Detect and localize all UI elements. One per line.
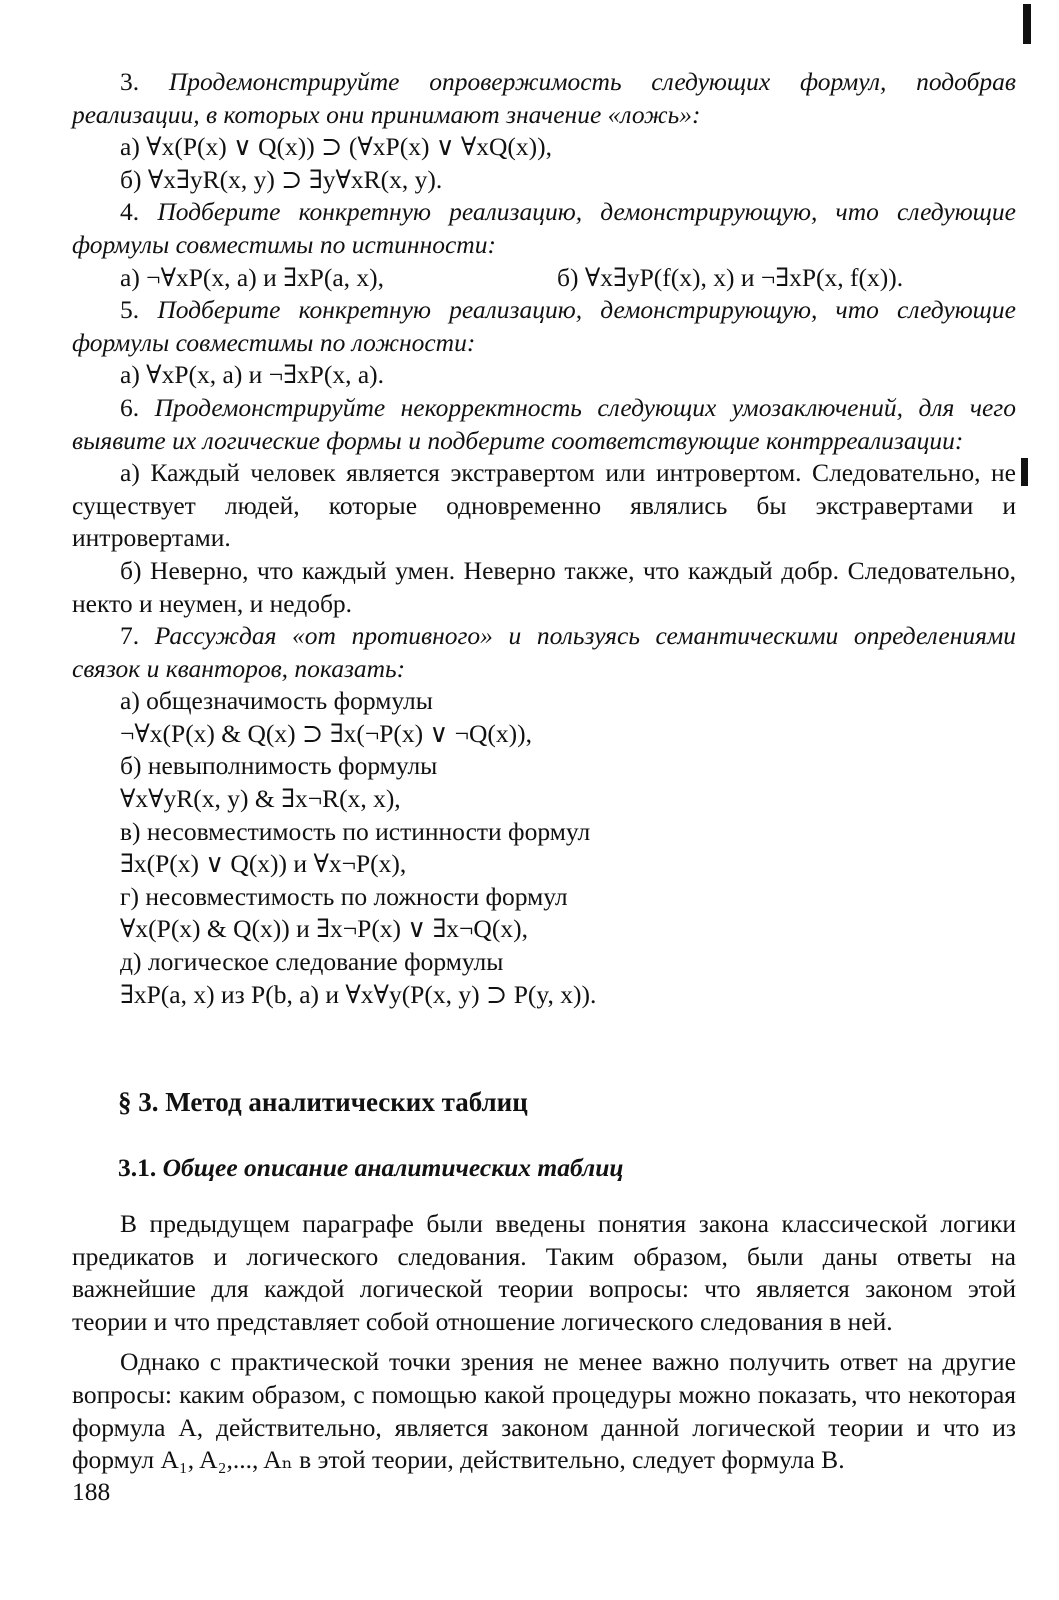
exercise-number: 6. (120, 392, 140, 422)
subsection-number: 3.1. (118, 1153, 157, 1182)
exercise-5-item-a: а) ∀xP(x, a) и ¬∃xP(x, a). (120, 360, 385, 390)
exercise-instruction: Продемонстрируйте некорректность следующих умозаключений, для чего выявите их логические формы и подберите соответствующие контрреализации: (72, 392, 1016, 455)
exercise-3-item-b: б) ∀x∃yR(x, y) ⊃ ∃y∀xR(x, y). (120, 164, 443, 194)
scan-mark-top (1023, 4, 1031, 44)
exercise-instruction: Продемонстрируйте опровержимость следующих формул, подобрав реализации, в которых они принимают значение «ложь»: (72, 67, 1016, 129)
exercise-instruction: Подберите конкретную реализацию, демонстрирующую, что следующие формулы совместимы по истинности: (72, 197, 1016, 259)
exercise-4-items (72, 262, 1016, 295)
exercise-6-item-a: а) Каждый человек является экстравертом или интровертом. Следовательно, не существует людей, которые одновременно являлись бы экстравертами и интровертами. (72, 458, 1016, 553)
exercise-7-item-a-label: а) общезначимость формулы (120, 686, 433, 716)
exercise-7-item-d-label: г) несовместимость по ложности формул (120, 881, 568, 911)
exercise-6-item-b: б) Неверно, что каждый умен. Неверно также, что каждый добр. Следовательно, некто и неумен, и недобр. (72, 555, 1016, 618)
exercise-number: 3. (120, 67, 140, 96)
paragraph-2: Однако с практической точки зрения не менее важно получить ответ на другие вопросы: каким образом, с помощью какой процедуры можно показать, что некоторая формула A, действительно, является законом данной логической теории и что из формул A₁, A₂,..., Aₙ в этой теории, действительно, следует формула B. (72, 1347, 1016, 1475)
page-number: 188 (72, 1477, 111, 1506)
subsection-title-text: Общее описание аналитических таблиц (162, 1153, 624, 1182)
exercise-instruction: Рассуждая «от противного» и пользуясь семантическими определениями связок и кванторов, показать: (72, 621, 1017, 683)
exercise-4 (72, 196, 1016, 261)
body-text (72, 1208, 1016, 1477)
exercise-5 (72, 294, 1016, 359)
exercise-7-item-e-label: д) логическое следование формулы (120, 947, 504, 977)
exercise-7 (72, 620, 1016, 685)
exercise-number: 4. (120, 197, 140, 227)
section-title: § 3. Метод аналитических таблиц (118, 1087, 528, 1117)
exercise-instruction: Подберите конкретную реализацию, демонстрирующую, что следующие формулы совместимы по ложности: (72, 295, 1016, 357)
exercise-7-item-c-label: в) несовместимость по истинности формул (120, 816, 591, 846)
exercise-6 (72, 392, 1016, 457)
exercise-7-item-b-label: б) невыполнимость формулы (120, 751, 438, 781)
exercise-3 (72, 66, 1016, 131)
exercise-3-item-a: а) ∀x(P(x) ∨ Q(x)) ⊃ (∀xP(x) ∨ ∀xQ(x)), (120, 132, 553, 162)
exercise-4-item-b: б) ∀x∃yP(f(x), x) и ¬∃xP(x, f(x)). (557, 262, 904, 292)
exercise-7-item-a-formula: ¬∀x(P(x) & Q(x) ⊃ ∃x(¬P(x) ∨ ¬Q(x)), (120, 718, 532, 748)
exercises-block (72, 66, 1017, 1475)
exercise-7-item-b-formula: ∀x∀yR(x, y) & ∃x¬R(x, x), (120, 784, 401, 814)
exercise-number: 7. (120, 621, 140, 651)
exercise-4-item-a: а) ¬∀xP(x, a) и ∃xP(a, x), (120, 262, 385, 292)
paragraph-1: В предыдущем параграфе были введены понятия закона классической логики предикатов и логического следования. Таким образом, были даны ответы на важнейшие для каждой логической теории вопросы: что является законом этой теории и что представляет собой отношение логического следования в ней. (72, 1209, 1016, 1336)
scan-mark-middle (1021, 458, 1028, 486)
exercise-7-item-c-formula: ∃x(P(x) ∨ Q(x)) и ∀x¬P(x), (120, 849, 407, 879)
exercise-7-item-d-formula: ∀x(P(x) & Q(x)) и ∃x¬P(x) ∨ ∃x¬Q(x), (120, 914, 528, 944)
subsection-title (118, 1153, 624, 1183)
exercise-number: 5. (120, 295, 140, 325)
exercise-7-item-e-formula: ∃xP(a, x) из P(b, a) и ∀x∀y(P(x, y) ⊃ P(y, x)). (120, 979, 597, 1009)
